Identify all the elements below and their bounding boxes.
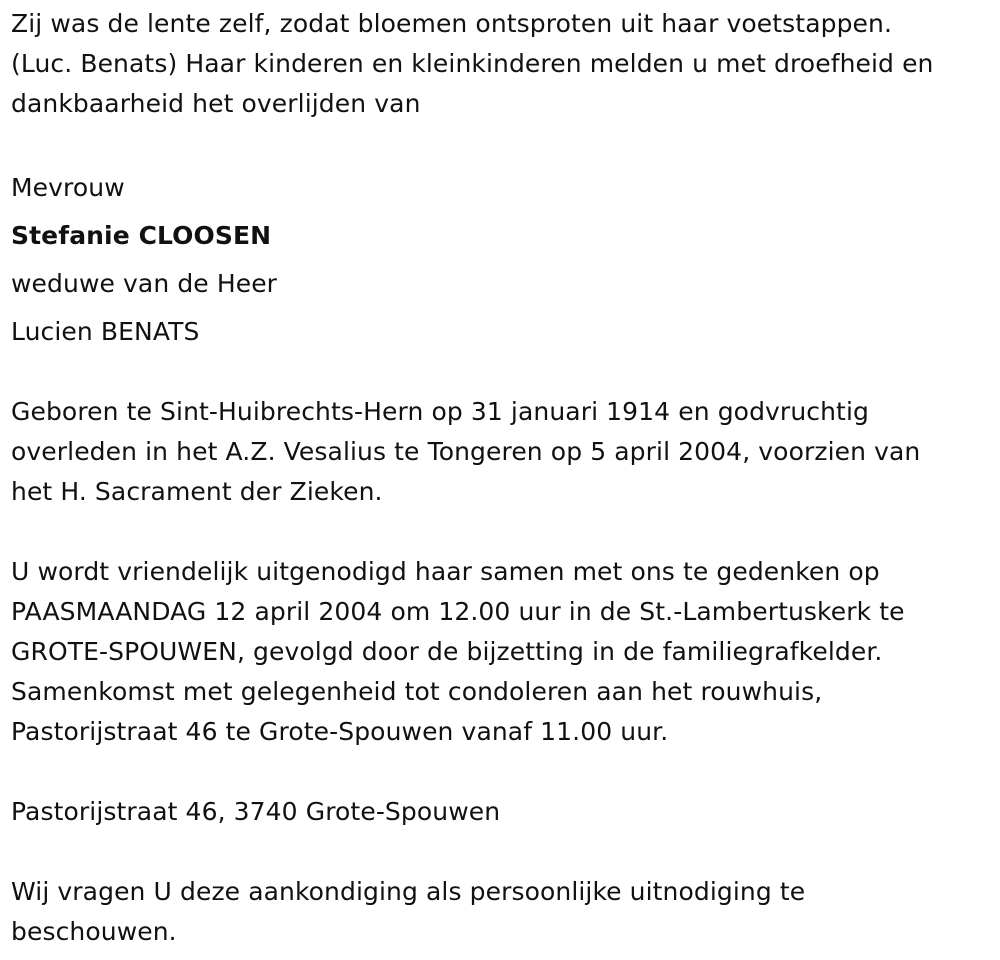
birth-death-paragraph xyxy=(11,392,991,512)
ceremony-line: U wordt vriendelijk uitgenodigd haar samen met ons te gedenken op xyxy=(11,557,880,586)
spacer xyxy=(11,124,991,164)
ceremony-line: Pastorijstraat 46 te Grote-Spouwen vanaf 11.00 uur. xyxy=(11,717,669,746)
spacer xyxy=(11,352,991,392)
death-notice xyxy=(11,4,991,952)
birth-death-line: het H. Sacrament der Zieken. xyxy=(11,477,383,506)
birth-death-line: Geboren te Sint-Huibrechts-Hern op 31 januari 1914 en godvruchtig xyxy=(11,397,869,426)
intro-line: dankbaarheid het overlijden van xyxy=(11,89,421,118)
closing-line: beschouwen. xyxy=(11,917,177,946)
deceased-title: Mevrouw xyxy=(11,173,125,202)
spacer xyxy=(11,752,991,792)
ceremony-line: GROTE-SPOUWEN, gevolgd door de bijzetting in de familiegrafkelder. xyxy=(11,637,883,666)
deceased-name: Stefanie CLOOSEN xyxy=(11,221,272,250)
address: Pastorijstraat 46, 3740 Grote-Spouwen xyxy=(11,797,501,826)
ceremony-paragraph xyxy=(11,552,991,752)
deceased-block xyxy=(11,164,991,356)
intro-line: (Luc. Benats) Haar kinderen en kleinkinderen melden u met droefheid en xyxy=(11,49,934,78)
deceased-spouse: Lucien BENATS xyxy=(11,317,200,346)
deceased-relation: weduwe van de Heer xyxy=(11,269,278,298)
intro-paragraph xyxy=(11,4,991,124)
spacer xyxy=(11,512,991,552)
intro-line: Zij was de lente zelf, zodat bloemen ontsproten uit haar voetstappen. xyxy=(11,9,893,38)
spacer xyxy=(11,832,991,872)
closing-line: Wij vragen U deze aankondiging als persoonlijke uitnodiging te xyxy=(11,877,806,906)
birth-death-line: overleden in het A.Z. Vesalius te Tongeren op 5 april 2004, voorzien van xyxy=(11,437,921,466)
ceremony-line: PAASMAANDAG 12 april 2004 om 12.00 uur in de St.-Lambertuskerk te xyxy=(11,597,905,626)
ceremony-line: Samenkomst met gelegenheid tot condoleren aan het rouwhuis, xyxy=(11,677,823,706)
closing-paragraph xyxy=(11,872,991,952)
